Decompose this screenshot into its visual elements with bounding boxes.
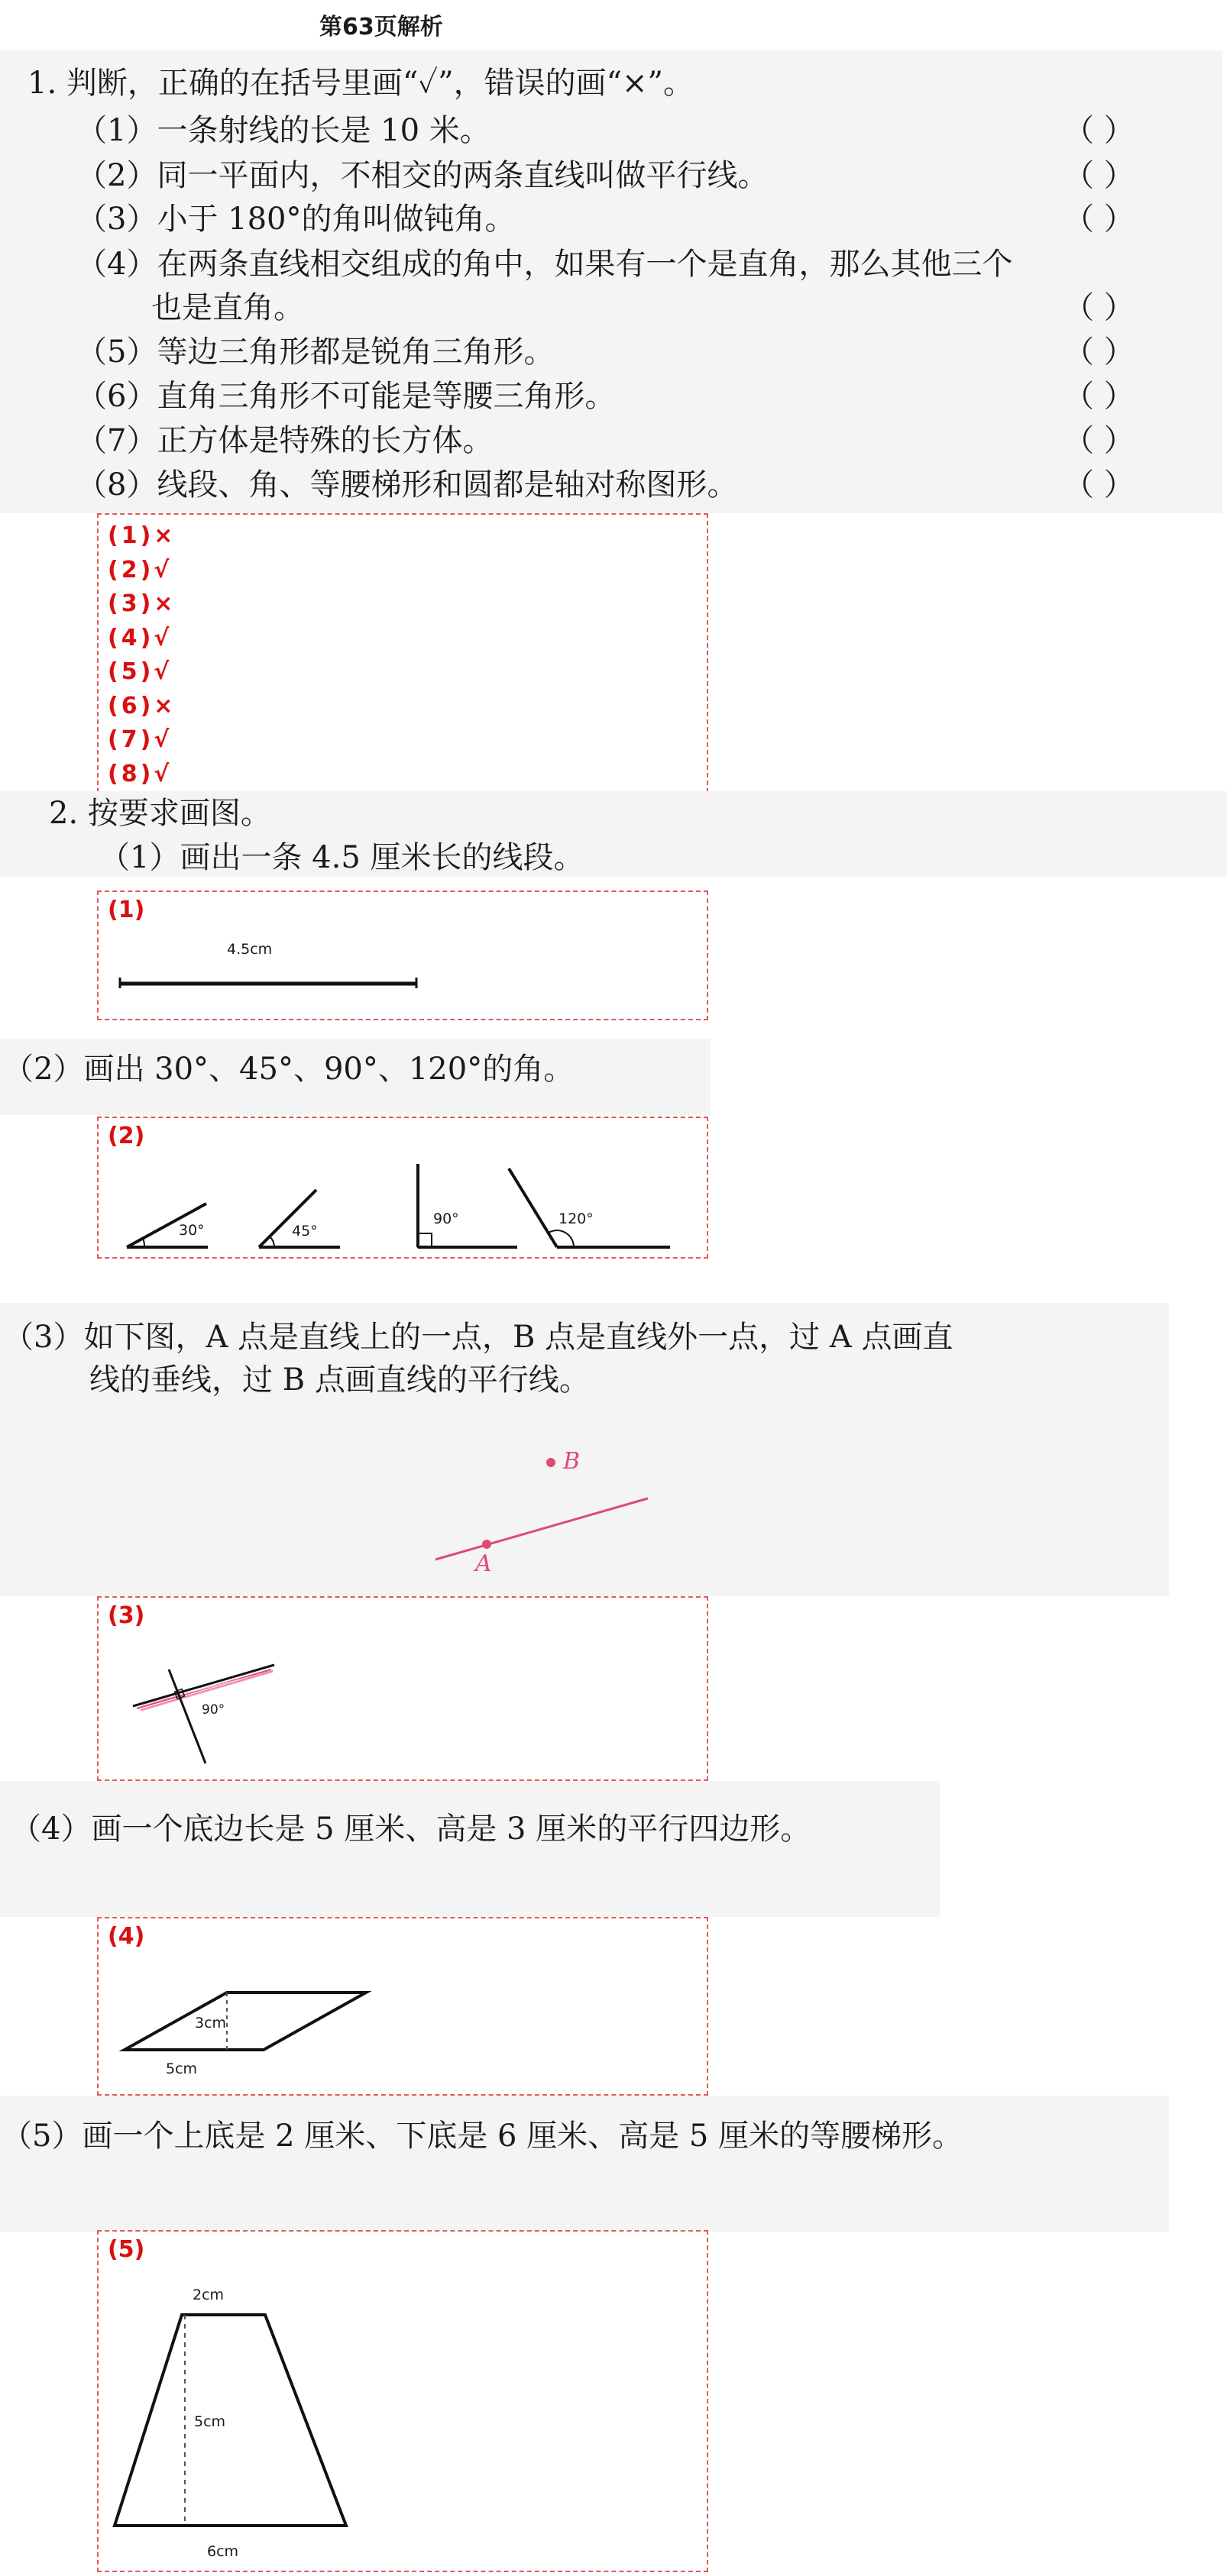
q2-part-3-text-line1: （3）如下图，A 点是直线上的一点，B 点是直线外一点，过 A 点画直 — [3, 1320, 953, 1355]
q2-part-3-text-line2: 线的垂线，过 B 点画直线的平行线。 — [89, 1362, 590, 1398]
q2-part-4-text: （4）画一个底边长是 5 厘米、高是 3 厘米的平行四边形。 — [11, 1812, 811, 1847]
q1-item-4-cont: 也是直角。 — [151, 290, 304, 325]
segment-length-label: 4.5cm — [227, 941, 273, 958]
q1-item-6: （6）直角三角形不可能是等腰三角形。 — [76, 379, 616, 414]
q1-item-5: （5）等边三角形都是锐角三角形。 — [76, 335, 555, 370]
point-a-label: A — [475, 1550, 492, 1577]
q2-part-2-text: （2）画出 30°、45°、90°、120°的角。 — [3, 1052, 575, 1087]
q1-paren-6: （ ） — [1064, 379, 1135, 414]
q1-item-7: （7）正方体是特殊的长方体。 — [76, 423, 494, 458]
q1-paren-7: （ ） — [1064, 423, 1135, 458]
q2-part-4-answer-label: (4) — [108, 1923, 145, 1950]
q1-paren-1: （ ） — [1064, 113, 1135, 148]
angle-120-label: 120° — [558, 1210, 594, 1227]
page-title: 第63页解析 — [319, 14, 443, 40]
q1-item-3: （3）小于 180°的角叫做钝角。 — [76, 202, 516, 237]
trapezoid-top-label: 2cm — [193, 2287, 225, 2303]
angle-30-label: 30° — [179, 1222, 205, 1239]
trapezoid-drawing — [99, 2232, 710, 2574]
q2-part-5-answer-box — [97, 2230, 708, 2572]
q1-item-8: （8）线段、角、等腰梯形和圆都是轴对称图形。 — [76, 467, 738, 503]
point-a-dot — [482, 1540, 491, 1549]
q2-part-1-text: （1）画出一条 4.5 厘米长的线段。 — [99, 840, 584, 875]
q1-answer-6: (6)× — [108, 693, 176, 719]
q1-answer-7: (7)√ — [108, 726, 173, 753]
q1-answer-1: (1)× — [108, 522, 176, 549]
parallelogram-base-label: 5cm — [166, 2060, 198, 2077]
trapezoid-bottom-label: 6cm — [207, 2543, 239, 2560]
point-b-label: B — [563, 1448, 581, 1475]
q1-answer-4: (4)√ — [108, 625, 173, 651]
q1-item-1: （1）一条射线的长是 10 米。 — [76, 113, 490, 148]
q1-answer-5: (5)√ — [108, 658, 173, 685]
q1-paren-3: （ ） — [1064, 202, 1135, 237]
q1-answer-2: (2)√ — [108, 557, 173, 583]
q1-answer-8: (8)√ — [108, 761, 173, 787]
q2-part-3-answer-label: (3) — [108, 1602, 145, 1629]
point-b-dot — [546, 1458, 555, 1467]
question-1-heading: 1. 判断，正确的在括号里画“✓”，错误的画“×”。 — [28, 66, 694, 101]
question-2-heading: 2. 按要求画图。 — [49, 796, 271, 831]
q1-paren-8: （ ） — [1064, 467, 1135, 503]
q2-part-3-answer-box — [97, 1596, 708, 1781]
q2-part-1-answer-label: (1) — [108, 897, 145, 923]
trapezoid-height-label: 5cm — [194, 2413, 226, 2430]
q1-paren-5: （ ） — [1064, 335, 1135, 370]
parallelogram-height-label: 3cm — [195, 2015, 227, 2031]
q1-item-2: （2）同一平面内，不相交的两条直线叫做平行线。 — [76, 158, 769, 193]
angle-90-label: 90° — [433, 1210, 459, 1227]
q1-item-4: （4）在两条直线相交组成的角中，如果有一个是直角，那么其他三个 — [76, 247, 1013, 282]
perpendicular-angle-label: 90° — [202, 1702, 225, 1718]
q2-part-5-answer-label: (5) — [108, 2236, 145, 2263]
perpendicular-parallel-drawing — [99, 1598, 710, 1783]
q2-part-4-answer-box — [97, 1917, 708, 2096]
q1-paren-2: （ ） — [1064, 158, 1135, 193]
q2-part-2-answer-label: (2) — [108, 1123, 145, 1149]
q1-paren-4: （ ） — [1064, 290, 1135, 325]
q2-part-5-text: （5）画一个上底是 2 厘米、下底是 6 厘米、高是 5 厘米的等腰梯形。 — [2, 2119, 963, 2154]
angle-45-label: 45° — [292, 1223, 318, 1240]
q1-answer-3: (3)× — [108, 590, 176, 617]
